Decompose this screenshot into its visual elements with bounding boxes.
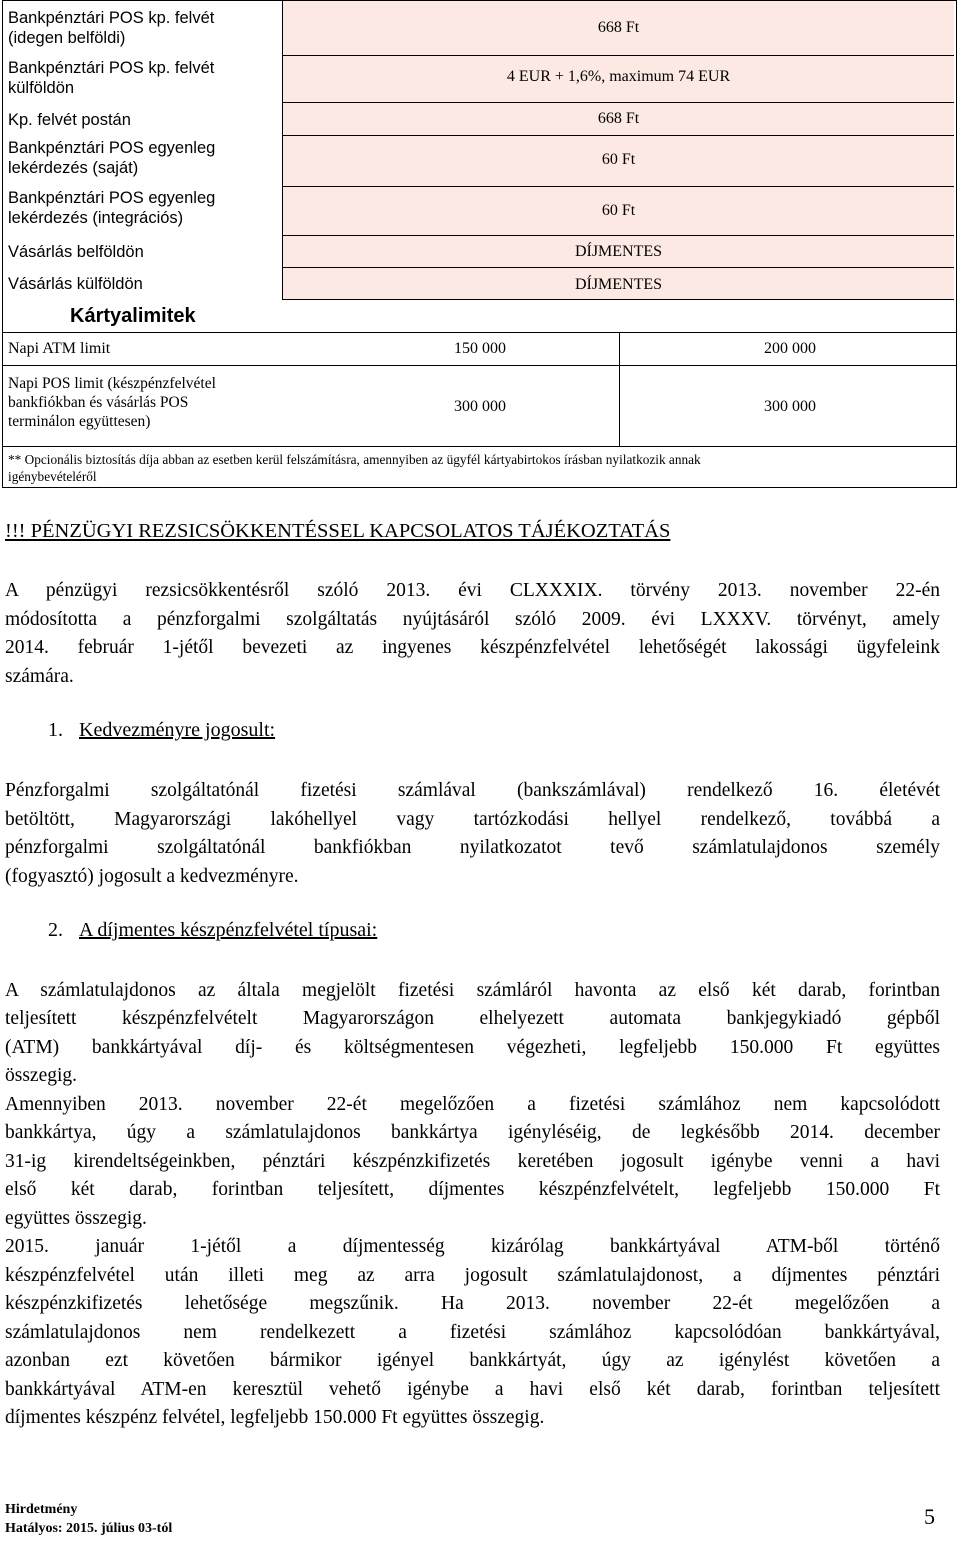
table-left-border [2,0,3,488]
limit-value: 200 000 [764,340,816,357]
text-line: bankkártya, úgy a számlatulajdonos bankkártya igényléséig, de legkésőbb 2014. december [5,1122,940,1143]
fee-value: 60 Ft [282,186,954,236]
text-line: díjmentes készpénz felvétel, legfeljebb 150.000 Ft együttes összegig. [5,1407,545,1428]
footer-doc-type: Hirdetmény [5,1502,78,1517]
text-line: első két darab, forintban teljesített, díjmentes készpénzfelvételt, legfeljebb 150.000 Ft [5,1179,940,1200]
divider [2,446,957,447]
text-line: (fogyasztó) jogosult a kedvezményre. [5,866,299,887]
text-line: 31-ig kirendeltségeinkben, pénztári készpénzkifizetés keretében jogosult igénybe venni a havi [5,1151,940,1172]
divider [619,366,620,446]
text-line: A számlatulajdonos az általa megjelölt fizetési számláról havonta az első két darab, forintban [5,980,940,1001]
text-line: teljesített készpénzfelvételt Magyarországon elhelyezett automata bankjegykiadó gépből [5,1008,940,1029]
fee-label: Vásárlás belföldön [8,243,144,261]
text-line: készpénzkifizetés lehetősége megszűnik. Ha 2013. november 22-ét megelőzően a [5,1293,940,1314]
table-bottom-border [2,487,957,488]
fee-value: DÍJMENTES [282,235,954,268]
text-line: azonban ezt követően bármikor igényel bankkártyát, úgy az igénylést követően a [5,1350,940,1371]
fee-value: 4 EUR + 1,6%, maximum 74 EUR [282,55,954,103]
text-line: számára. [5,666,74,687]
card-limits-heading: Kártyalimitek [70,305,196,327]
text-line: (ATM) bankkártyával díj- és költségmentesen végezheti, legfeljebb 150.000 Ft együttes [5,1037,940,1058]
page-number: 5 [924,1504,935,1529]
limit-label: Napi ATM limit [8,340,111,357]
text-line: készpénzfelvétel után illeti meg az arra jogosult számlatulajdonost, a díjmentes pénztári [5,1265,940,1286]
fee-label: Bankpénztári POS egyenleg lekérdezés (saját) [8,139,216,177]
text-line: pénzforgalmi szolgáltatónál bankfiókban nyilatkozatot tevő számlatulajdonos személy [5,837,940,858]
fee-label: Bankpénztári POS egyenleg lekérdezés (integrációs) [8,189,216,227]
table-right-border [956,0,957,488]
section-title: A díjmentes készpénzfelvétel típusai: [79,919,378,941]
text-line: bankkártyával ATM-en keresztül vehető igénybe a havi első két darab, forintban teljesített [5,1379,940,1400]
fee-value: 668 Ft [282,0,954,56]
fee-label: Bankpénztári POS kp. felvét külföldön [8,59,215,97]
limit-value: 150 000 [454,340,506,357]
divider [619,333,620,365]
notice-title: !!! PÉNZÜGYI REZSICSÖKKENTÉSSEL KAPCSOLATOS TÁJÉKOZTATÁS [5,520,671,542]
text-line: 2015. január 1-jétől a díjmentesség kizárólag bankkártyával ATM-ből történő [5,1236,940,1257]
divider [2,332,957,333]
text-line: összegig. [5,1065,78,1086]
limit-value: 300 000 [454,398,506,415]
section-number: 1. [48,719,63,741]
fee-value: 60 Ft [282,135,954,187]
text-line: számlatulajdonos nem rendelkezett a fizetési számlához kapcsolódóan bankkártyával, [5,1322,940,1343]
footer-info [5,1500,172,1538]
limit-label: Napi POS limit (készpénzfelvétel bankfiókban és vásárlás POS terminálon együttesen) [8,375,216,430]
fee-label: Bankpénztári POS kp. felvét (idegen belföldi) [8,9,215,47]
footnote: ** Opcionális biztosítás díja abban az esetben kerül felszámításra, amennyiben az ügyfél kártyabirtokos írásban nyilatkozik annak igénybevételéről [8,452,701,484]
fee-label: Vásárlás külföldön [8,275,143,293]
text-line: betöltött, Magyarországi lakóhellyel vagy tartózkodási hellyel rendelkező, továbbá a [5,809,940,830]
footer-effective-date: Hatályos: 2015. július 03-tól [5,1521,173,1536]
text-line: 2014. február 1-jétől bevezeti az ingyenes készpénzfelvétel lehetőségét lakossági ügyfeleink [5,637,940,658]
divider [2,365,957,366]
fee-value: 668 Ft [282,102,954,136]
section-number: 2. [48,919,63,941]
text-line: módosította a pénzforgalmi szolgáltatás nyújtásáról szóló 2009. évi LXXXV. törvényt, amely [5,609,940,630]
text-line: A pénzügyi rezsicsökkentésről szóló 2013. évi CLXXXIX. törvény 2013. november 22-én [5,580,940,601]
section-title: Kedvezményre jogosult: [79,719,276,741]
text-line: együttes összegig. [5,1208,147,1229]
text-line: Amennyiben 2013. november 22-ét megelőzően a fizetési számlához nem kapcsolódott [5,1094,940,1115]
fee-label: Kp. felvét postán [8,111,131,129]
limit-value: 300 000 [764,398,816,415]
fee-value: DÍJMENTES [282,267,954,300]
text-line: Pénzforgalmi szolgáltatónál fizetési számlával (bankszámlával) rendelkező 16. életévét [5,780,940,801]
